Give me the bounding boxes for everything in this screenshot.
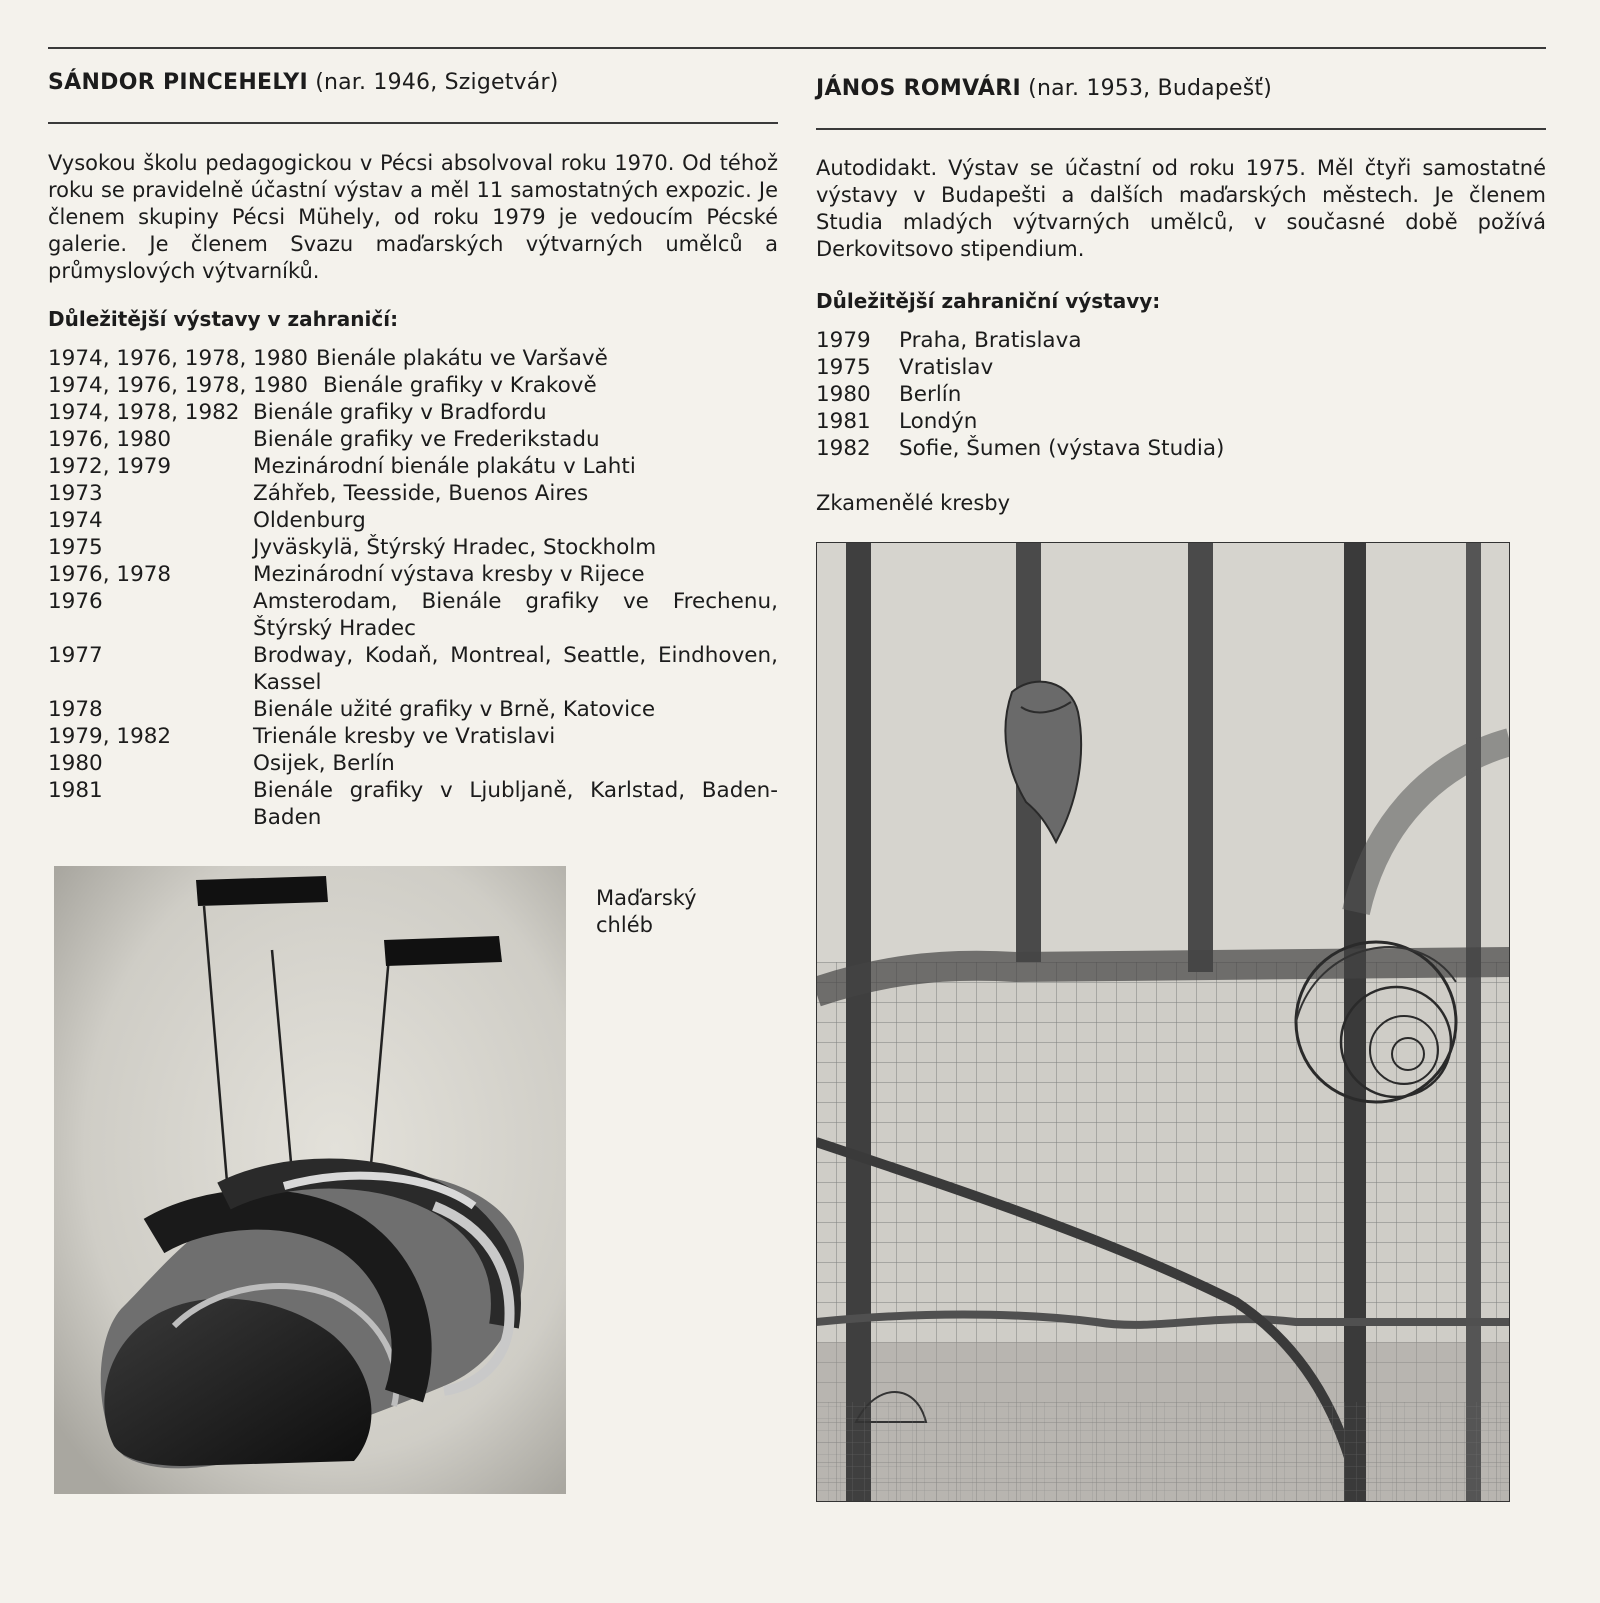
exhibition-event: Bienále grafiky v Ljubljaně, Karlstad, Baden-Baden bbox=[253, 778, 778, 830]
top-rule bbox=[48, 47, 1546, 49]
list-item bbox=[48, 453, 778, 480]
list-item bbox=[48, 480, 778, 507]
header-rule-left bbox=[48, 122, 778, 124]
exhibition-years: 1982 bbox=[816, 436, 871, 461]
exhibition-event: Bienále grafiky v Bradfordu bbox=[253, 400, 547, 425]
exhibition-event: Sofie, Šumen (výstava Studia) bbox=[899, 436, 1225, 461]
list-item bbox=[48, 399, 778, 426]
exhibition-event: Osijek, Berlín bbox=[253, 751, 395, 776]
left-artist-info: (nar. 1946, Szigetvár) bbox=[315, 70, 559, 95]
left-artist-heading bbox=[48, 70, 558, 95]
left-exhibitions-list bbox=[48, 345, 778, 831]
right-artwork-caption: Zkamenělé kresby bbox=[816, 491, 1011, 515]
exhibition-event: Brodway, Kodaň, Montreal, Seattle, Eindhoven, Kassel bbox=[253, 643, 778, 695]
exhibition-years: 1975 bbox=[48, 535, 103, 560]
exhibition-event: Londýn bbox=[899, 409, 978, 434]
exhibition-years: 1976, 1978 bbox=[48, 562, 172, 587]
right-artist-heading bbox=[816, 76, 1272, 101]
exhibition-years: 1980 bbox=[816, 382, 871, 407]
exhibition-event: Bienále užité grafiky v Brně, Katovice bbox=[253, 697, 656, 722]
exhibition-years: 1978 bbox=[48, 697, 103, 722]
list-item bbox=[48, 372, 778, 399]
right-artist-name: JÁNOS ROMVÁRI bbox=[816, 76, 1021, 101]
exhibition-years: 1981 bbox=[48, 778, 103, 803]
list-item bbox=[48, 777, 778, 831]
exhibition-event: Bienále plakátu ve Varšavě bbox=[316, 346, 608, 371]
exhibition-event: Mezinárodní bienále plakátu v Lahti bbox=[253, 454, 636, 479]
exhibition-event: Mezinárodní výstava kresby v Rijece bbox=[253, 562, 645, 587]
exhibition-years: 1980 bbox=[48, 751, 103, 776]
exhibition-years: 1979 bbox=[816, 328, 871, 353]
list-item bbox=[48, 750, 778, 777]
exhibition-years: 1974, 1978, 1982 bbox=[48, 400, 240, 425]
exhibition-event: Oldenburg bbox=[253, 508, 366, 533]
exhibition-years: 1974, 1976, 1978, 1980 bbox=[48, 346, 308, 371]
exhibition-event: Trienále kresby ve Vratislavi bbox=[253, 724, 556, 749]
left-exhibitions-heading: Důležitější výstavy v zahraničí: bbox=[48, 307, 399, 331]
exhibition-event: Bienále grafiky ve Frederikstadu bbox=[253, 427, 600, 452]
left-artwork-caption: Maďarský chléb bbox=[596, 886, 697, 937]
left-artist-name: SÁNDOR PINCEHELYI bbox=[48, 70, 308, 95]
list-item bbox=[816, 408, 1546, 435]
list-item bbox=[816, 327, 1546, 354]
exhibition-years: 1972, 1979 bbox=[48, 454, 172, 479]
right-artist-info: (nar. 1953, Budapešť) bbox=[1028, 76, 1273, 101]
exhibition-years: 1974 bbox=[48, 508, 103, 533]
list-item bbox=[48, 723, 778, 750]
right-exhibitions-list bbox=[816, 327, 1546, 462]
exhibition-years: 1977 bbox=[48, 643, 103, 668]
list-item bbox=[816, 435, 1546, 462]
list-item bbox=[48, 642, 778, 696]
list-item bbox=[48, 561, 778, 588]
exhibition-event: Vratislav bbox=[899, 355, 994, 380]
drawing-artwork-icon bbox=[816, 542, 1510, 1502]
list-item bbox=[48, 345, 778, 372]
list-item bbox=[48, 426, 778, 453]
exhibition-years: 1976, 1980 bbox=[48, 427, 172, 452]
left-bio: Vysokou školu pedagogickou v Pécsi absolvoval roku 1970. Od téhož roku se pravidelně účastní výstav a měl 11 samostatných expozic. Je členem skupiny Pécsi Mühely, od roku 1979 je vedoucím Pécské galerie. Je členem Svazu maďarských výtvarných umělců a průmyslových výtvarníků. bbox=[48, 151, 778, 283]
artwork-petrified-drawings bbox=[816, 542, 1510, 1502]
list-item bbox=[816, 354, 1546, 381]
exhibition-event: Berlín bbox=[899, 382, 962, 407]
exhibition-event: Jyväskylä, Štýrský Hradec, Stockholm bbox=[253, 535, 657, 560]
list-item bbox=[48, 534, 778, 561]
exhibition-years: 1975 bbox=[816, 355, 871, 380]
exhibition-event: Záhřeb, Teesside, Buenos Aires bbox=[253, 481, 589, 506]
list-item bbox=[48, 696, 778, 723]
artwork-hungarian-bread bbox=[54, 866, 566, 1494]
list-item bbox=[48, 507, 778, 534]
exhibition-event: Praha, Bratislava bbox=[899, 328, 1082, 353]
right-exhibitions-heading: Důležitější zahraniční výstavy: bbox=[816, 289, 1161, 313]
bread-photo-icon bbox=[54, 866, 566, 1494]
exhibition-event: Amsterodam, Bienále grafiky ve Frechenu, Štýrský Hradec bbox=[253, 589, 778, 641]
exhibition-years: 1974, 1976, 1978, 1980 bbox=[48, 373, 308, 398]
list-item bbox=[816, 381, 1546, 408]
list-item bbox=[48, 588, 778, 642]
right-bio: Autodidakt. Výstav se účastní od roku 1975. Měl čtyři samostatné výstavy v Budapešti a dalších maďarských městech. Je členem Studia mladých výtvarných umělců, v současné době požívá Derkovitsovo stipendium. bbox=[816, 156, 1546, 261]
exhibition-years: 1973 bbox=[48, 481, 103, 506]
exhibition-years: 1979, 1982 bbox=[48, 724, 172, 749]
header-rule-right bbox=[816, 128, 1546, 130]
exhibition-years: 1976 bbox=[48, 589, 103, 614]
exhibition-years: 1981 bbox=[816, 409, 871, 434]
exhibition-event: Bienále grafiky v Krakově bbox=[323, 373, 597, 398]
